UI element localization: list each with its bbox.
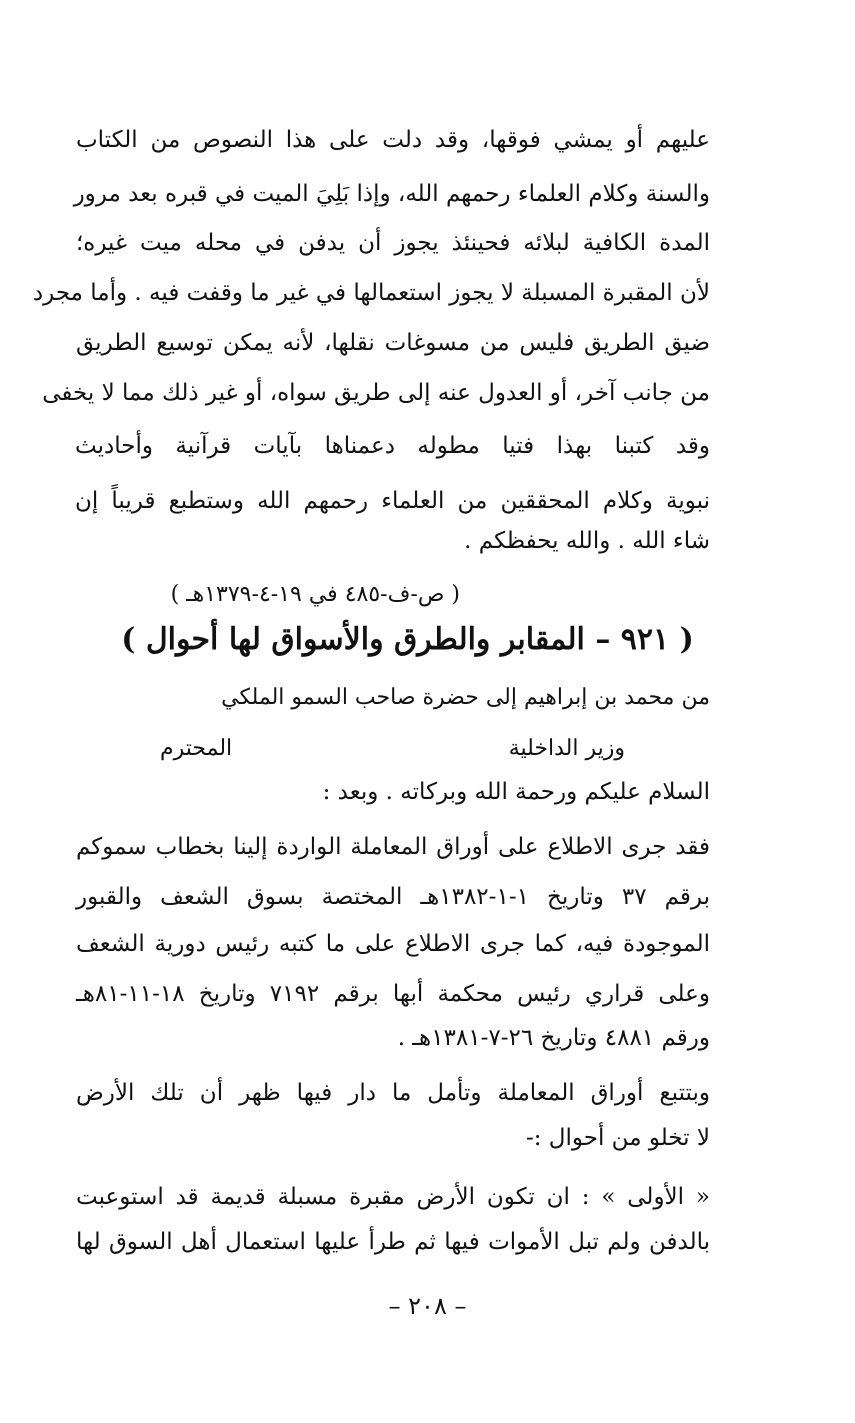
text-line: بالدفن ولم تبل الأموات فيها ثم طرأ عليها استعمال أهل السوق لها [76,1229,710,1255]
text-line: وعلى قراري رئيس محكمة أبها برقم ٧١٩٢ وتاريخ ١٨-١١-٨١هـ [76,981,710,1007]
text-line: شاء الله . والله يحفظكم . [464,528,710,554]
text-line: وقد كتبنا بهذا فتيا مطوله دعمناها بآيات قرآنية وأحاديث [75,433,710,459]
text-line: ورقم ٤٨٨١ وتاريخ ٢٦-٧-١٣٨١هـ . [397,1025,710,1051]
text-line: عليهم أو يمشي فوقها، وقد دلت على هذا النصوص من الكتاب [76,127,710,153]
text-line: الموجودة فيه، كما جرى الاطلاع على ما كتبه رئيس دورية الشعف [76,931,710,957]
text-line: نبوية وكلام المحققين من العلماء رحمهم الله وستطبع قريباً إن [75,488,710,514]
section-title: ( ٩٢١ – المقابر والطرق والأسواق لها أحوال ) [121,622,694,657]
sender-line: من محمد بن إبراهيم إلى حضرة صاحب السمو الملكي [221,685,710,710]
text-line: برقم ٣٧ وتاريخ ١-١-١٣٨٢هـ المختصة بسوق الشعف والقبور [76,884,711,910]
text-line: فقد جرى الاطلاع على أوراق المعاملة الواردة إلينا بخطاب سموكم [76,834,710,860]
text-line: وبتتبع أوراق المعاملة وتأمل ما دار فيها ظهر أن تلك الأرض [76,1080,710,1106]
text-line: « الأولى » : ان تكون الأرض مقبرة مسبلة قديمة قد استوعبت [76,1184,710,1210]
text-line: لأن المقبرة المسبلة لا يجوز استعمالها في غير ما وقفت فيه . وأما مجرد [32,280,710,306]
recipient-title [160,731,625,767]
text-line: لا تخلو من أحوال :- [525,1125,710,1151]
minister-title: وزير الداخلية [508,736,625,761]
greeting: السلام عليكم ورحمة الله وبركاته . وبعد : [322,779,710,805]
text-line: والسنة وكلام العلماء رحمهم الله، وإذا بَلِيَ الميت في قبره بعد مرور [73,181,710,207]
page-number: – ٢٠٨ – [388,1292,467,1320]
fatwa-reference: ( ص-ف-٤٨٥ في ١٩-٤-١٣٧٩هـ ) [170,582,460,607]
text-line: المدة الكافية لبلائه فحينئذ يجوز أن يدفن في محله ميت غيره؛ [76,230,710,256]
text-line: ضيق الطريق فليس من مسوغات نقلها، لأنه يمكن توسيع الطريق [76,330,710,356]
text-line: من جانب آخر، أو العدول عنه إلى طريق سواه، أو غير ذلك مما لا يخفى [42,380,710,406]
respected-title: المحترم [160,736,233,761]
